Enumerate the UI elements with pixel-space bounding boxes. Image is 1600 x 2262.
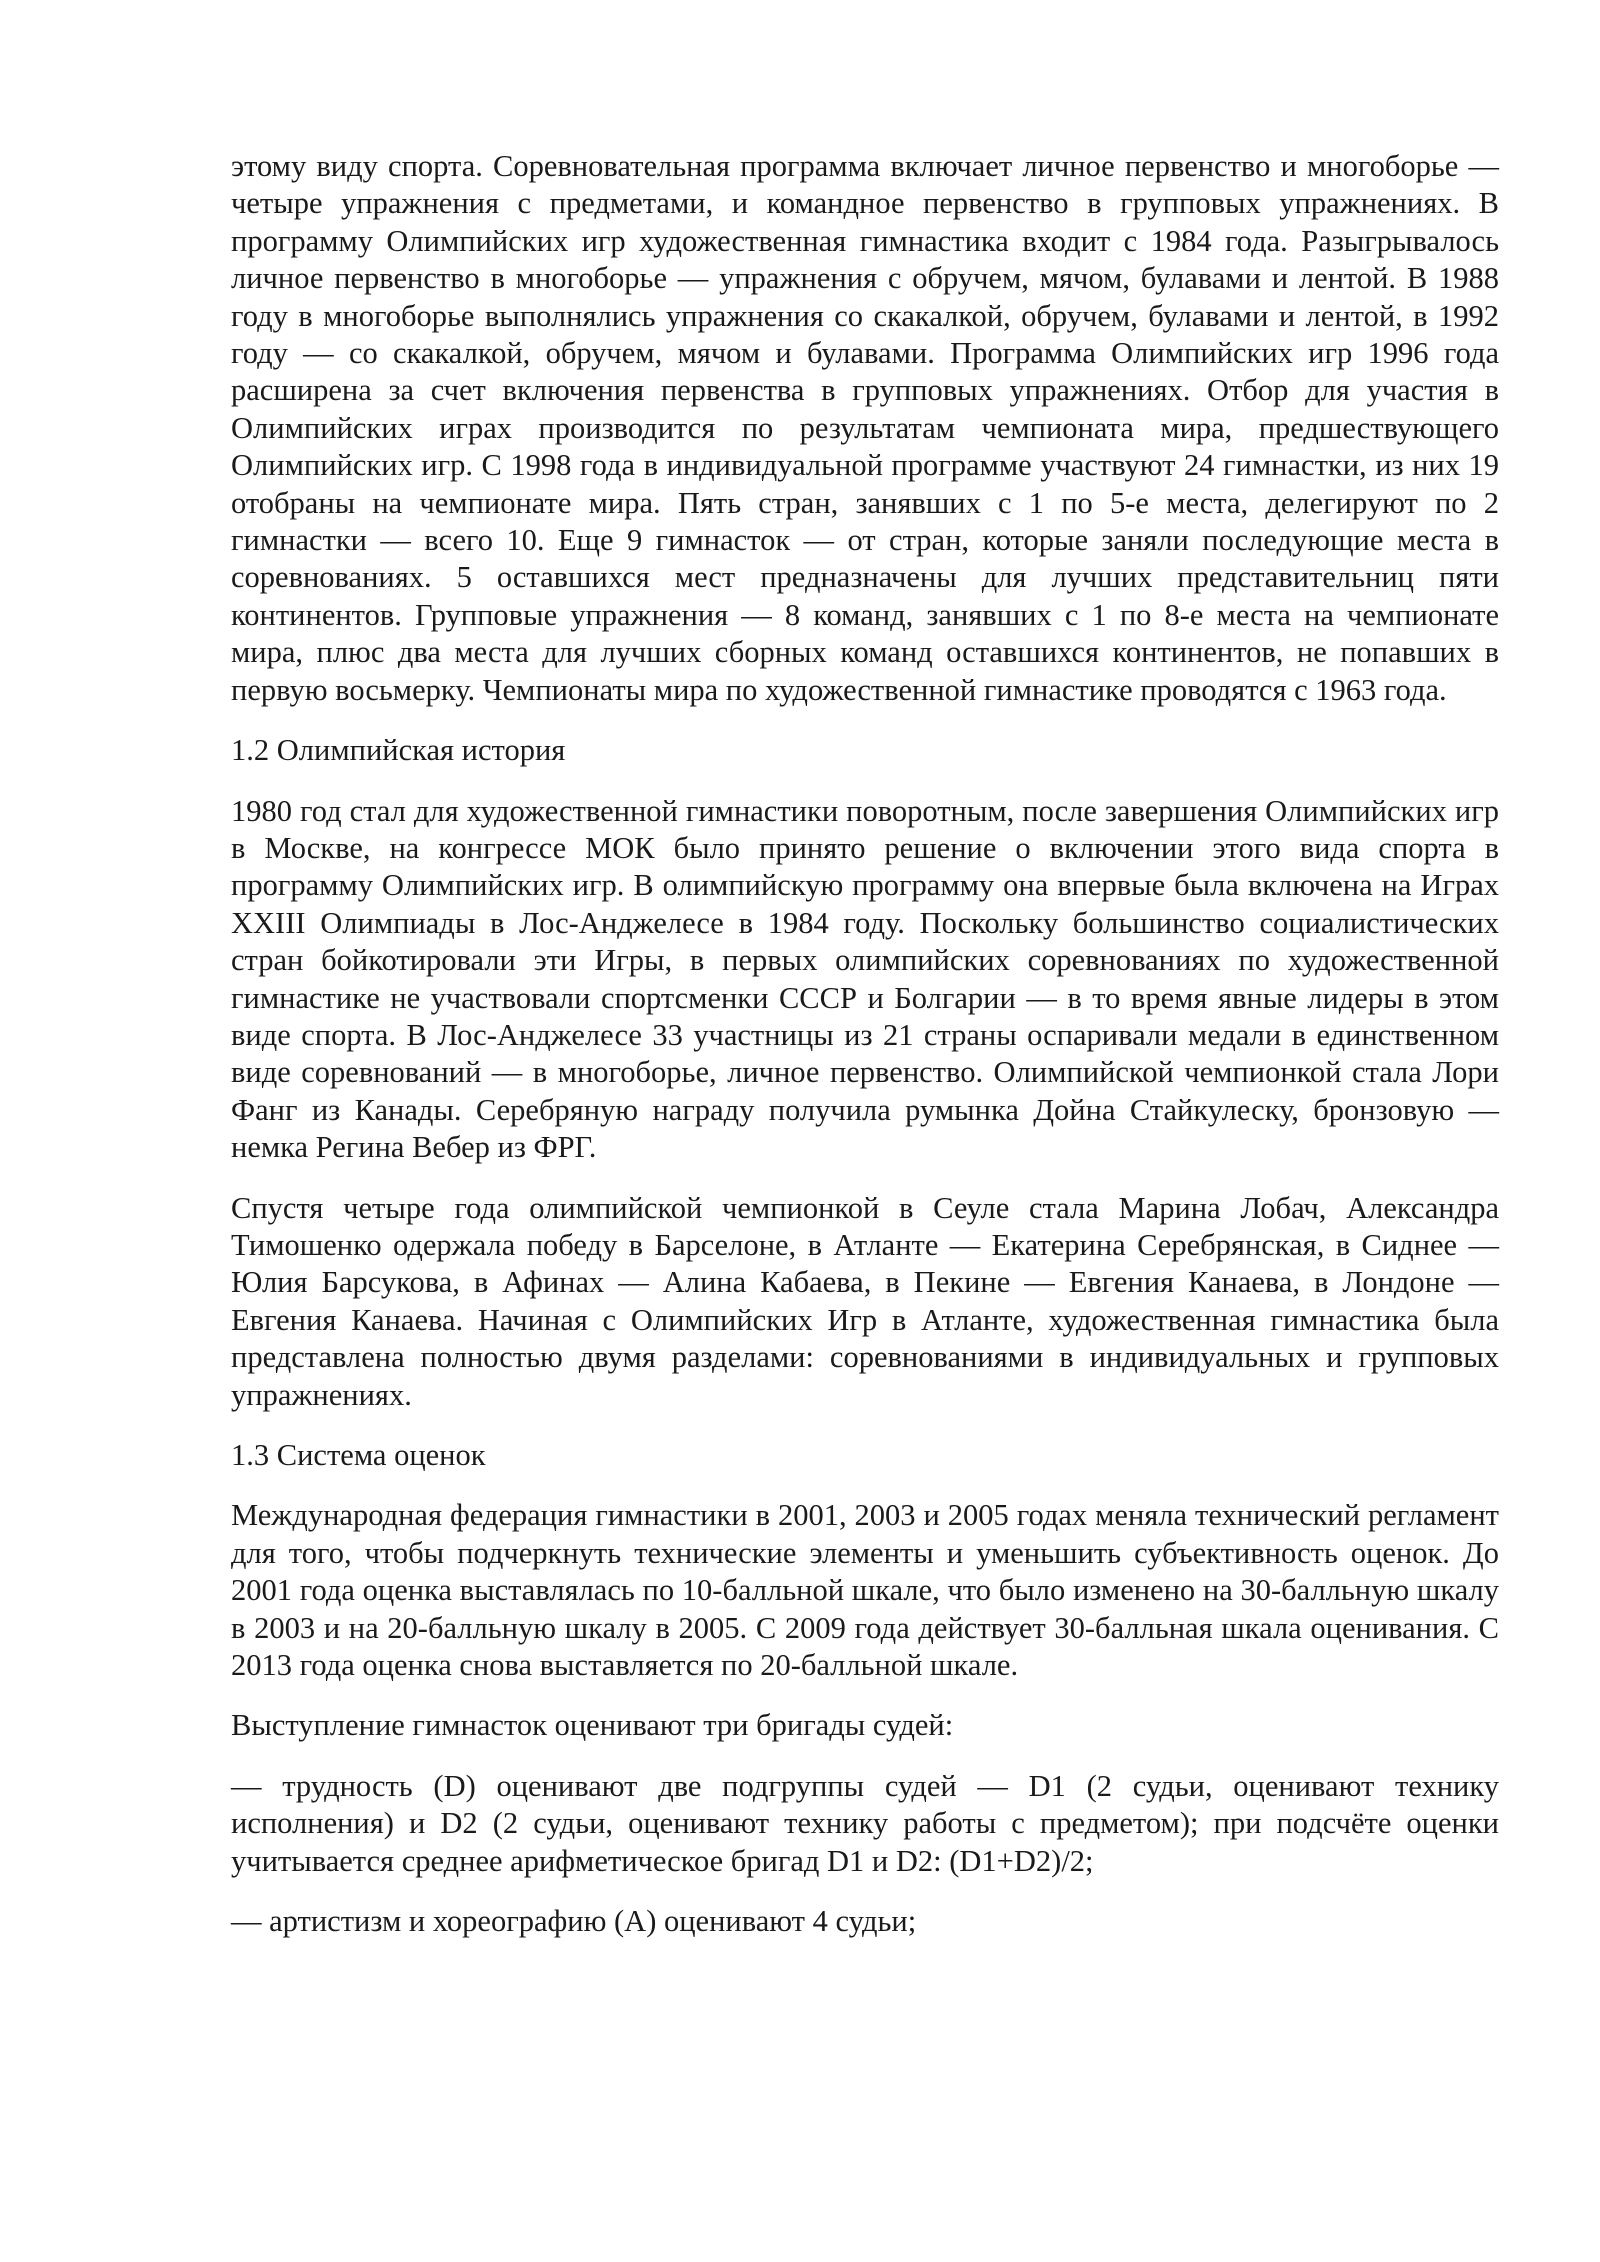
paragraph-scoring-regulations: Международная федерация гимнастики в 2001, 2003 и 2005 годах меняла технический регламент для того, чтобы подчеркнуть технические элементы и уменьшить субъективность оценок. До 2001 года оценка выставлялась по 10-балльной шкале, что было изменено на 30-балльную шкалу в 2003 и на 20-балльную шкалу в 2005. С 2009 года действует 30-балльная шкала оценивания. С 2013 года оценка снова выставляется по 20-балльной шкале.	[231, 1498, 1499, 1683]
paragraph-olympic-champions: Спустя четыре года олимпийской чемпионкой в Сеуле стала Марина Лобач, Александра Тимошенко одержала победу в Барселоне, в Атланте — Екатерина Серебрянская, в Сиднее — Юлия Барсукова, в Афинах — Алина Кабаева, в Пекине — Евгения Канаева, в Лондоне — Евгения Канаева. Начиная с Олимпийских Игр в Атланте, художественная гимнастика была представлена полностью двумя разделами: соревнованиями в индивидуальных и групповых упражнениях.	[231, 1190, 1499, 1412]
paragraph-judging-panels: Выступление гимнасток оценивают три бригады судей:	[231, 1708, 954, 1743]
paragraph-olympic-program: этому виду спорта. Соревновательная программа включает личное первенство и многоборье — четыре упражнения с предметами, и командное первенство в групповых упражнениях. В программу Олимпийских игр художественная гимнастика входит с 1984 года. Разыгрывалось личное первенство в многоборье — упражнения с обручем, мячом, булавами и лентой. В 1988 году в многоборье выполнялись упражнения со скакалкой, обручем, булавами и лентой, в 1992 году — со скакалкой, обручем, мячом и булавами. Программа Олимпийских игр 1996 года расширена за счет включения первенства в групповых упражнениях. Отбор для участия в Олимпийских играх производится по результатам чемпионата мира, предшествующего Олимпийских игр. С 1998 года в индивидуальной программе участвуют 24 гимнастки, из них 19 отобраны на чемпионате мира. Пять стран, занявших с 1 по 5-е места, делегируют по 2 гимнастки — всего 10. Еще 9 гимнасток — от стран, которые заняли последующие места в соревнованиях. 5 оставшихся мест предназначены для лучших представительниц пяти континентов. Групповые упражнения — 8 команд, занявших с 1 по 8-е места на чемпионате мира, плюс два места для лучших сборных команд оставшихся континентов, не попавших в первую восьмерку. Чемпионаты мира по художественной гимнастике проводятся с 1963 года.	[231, 149, 1499, 707]
paragraph-1980-decision: 1980 год стал для художественной гимнастики поворотным, после завершения Олимпийских игр в Москве, на конгрессе МОК было принято решение о включении этого вида спорта в программу Олимпийских игр. В олимпийскую программу она впервые была включена на Играх XXIII Олимпиады в Лос-Анджелесе в 1984 году. Поскольку большинство социалистических стран бойкотировали эти Игры, в первых олимпийских соревнованиях по художественной гимнастике не участвовали спортсменки СССР и Болгарии — в то время явные лидеры в этом виде спорта. В Лос-Анджелесе 33 участницы из 21 страны оспаривали медали в единственном виде соревнований — в многоборье, личное первенство. Олимпийской чемпионкой стала Лори Фанг из Канады. Серебряную награду получила румынка Дойна Стайкулеску, бронзовую — немка Регина Вебер из ФРГ.	[231, 793, 1499, 1165]
list-item-difficulty: — трудность (D) оценивают две подгруппы судей — D1 (2 судьи, оценивают технику исполнения) и D2 (2 судьи, оценивают технику работы с предметом); при подсчёте оценки учитывается среднее арифметическое бригад D1 и D2: (D1+D2)/2;	[231, 1768, 1499, 1878]
document-page	[231, 148, 1499, 1940]
section-heading-scoring-system: 1.3 Система оценок	[231, 1438, 486, 1472]
section-heading-olympic-history: 1.2 Олимпийская история	[231, 733, 566, 768]
list-item-artistry: — артистизм и хореографию (A) оценивают 4 судьи;	[231, 1904, 917, 1939]
